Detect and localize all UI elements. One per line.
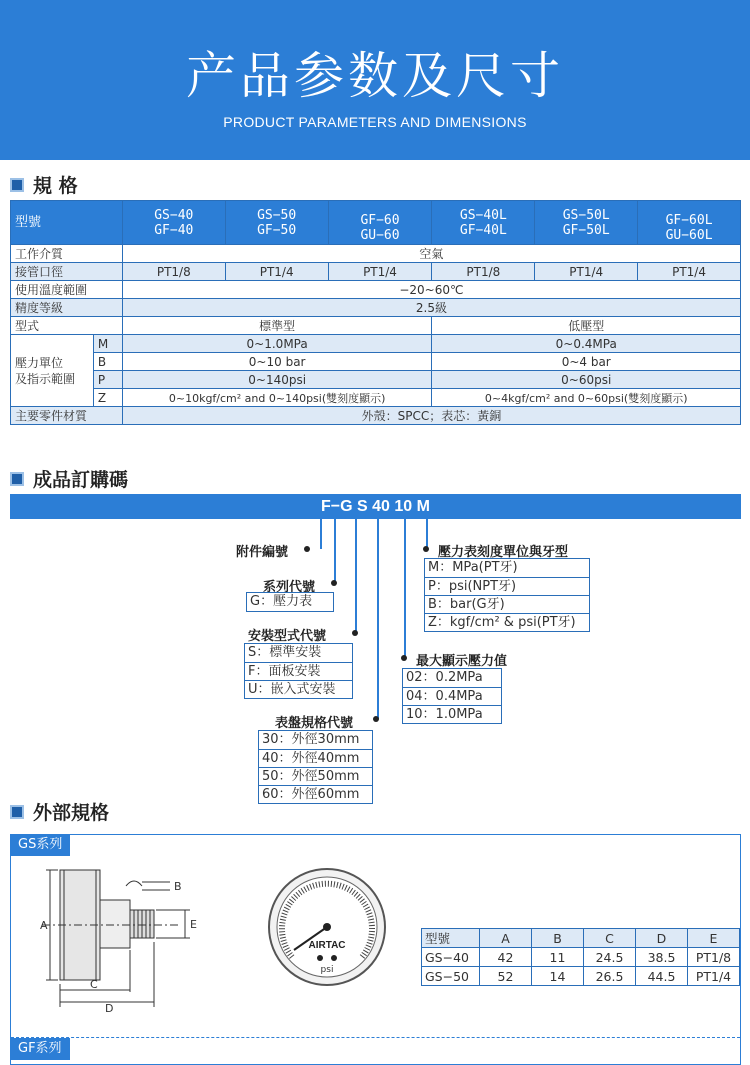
dial-box <box>258 730 373 804</box>
dial-item: 60：外徑60mm <box>259 785 372 803</box>
section-square-icon <box>10 805 24 819</box>
connector-line <box>355 519 357 633</box>
mount-box <box>244 643 353 699</box>
unit-item: Z：kgf/cm² & psi(PT牙) <box>425 613 589 631</box>
unit-item: M：MPa(PT牙) <box>428 560 518 575</box>
connector-line <box>320 519 322 549</box>
medium-row: 工作介質 空氣 <box>11 245 741 263</box>
page-title: 产品参数及尺寸 <box>186 47 564 105</box>
dim-letter-e: E <box>190 918 197 931</box>
max-pressure-item: 04：0.4MPa <box>403 687 501 705</box>
section-external-title: 外部規格 <box>33 802 110 824</box>
accuracy-row: 精度等級 2.5級 <box>11 299 741 317</box>
model-cell: GS−40 GF−40 <box>122 201 225 245</box>
dial-item: 50：外徑50mm <box>259 767 372 785</box>
model-cell: GS−50L GF−50L <box>535 201 638 245</box>
temperature-row: 使用溫度範圍 −20~60℃ <box>11 281 741 299</box>
section-order-title: 成品訂購碼 <box>33 469 129 491</box>
gauge-brand: AIRTAC <box>308 940 346 951</box>
spec-table <box>10 200 741 425</box>
bullet-dot <box>373 716 379 722</box>
model-label: 型號 <box>11 201 123 245</box>
section-square-icon <box>10 178 24 192</box>
accessory-label: 附件編號 <box>236 545 289 560</box>
max-pressure-box <box>402 668 502 724</box>
max-pressure-label: 最大顯示壓力值 <box>416 654 508 669</box>
model-cell: GF−60 GU−60 <box>328 201 432 245</box>
header-banner <box>0 0 750 160</box>
gf-series-tag: GF系列 <box>10 1038 70 1060</box>
mount-item: S：標準安裝 <box>248 645 322 660</box>
gauge-unit: psi <box>320 965 334 975</box>
section-square-icon <box>10 472 24 486</box>
pressure-row: B 0~10 bar 0~4 bar <box>11 353 741 371</box>
bullet-dot <box>423 546 429 552</box>
max-pressure-item: 10：1.0MPa <box>403 705 501 723</box>
dimension-row: GS−50 52 14 26.5 44.5 PT1/4 <box>422 967 740 986</box>
spec-header-row <box>11 201 741 245</box>
unit-item: P：psi(NPT牙) <box>425 577 589 595</box>
pressure-row: Z 0~10kgf/cm² and 0~140psi(雙刻度顯示) 0~4kgf/cm² and 0~60psi(雙刻度顯示) <box>11 389 741 407</box>
connector-line <box>426 519 428 549</box>
series-box <box>246 592 334 612</box>
material-row: 主要零件材質 外殼：SPCC；表芯：黃銅 <box>11 407 741 425</box>
pressure-row: 壓力單位 及指示範圍 M 0~1.0MPa 0~0.4MPa <box>11 335 741 353</box>
section-spec-title: 規 格 <box>33 175 78 197</box>
dimension-table <box>421 928 740 986</box>
dim-letter-d: D <box>105 1002 114 1012</box>
dimension-row: GS−40 42 11 24.5 38.5 PT1/8 <box>422 948 740 967</box>
bullet-dot <box>304 546 310 552</box>
model-cell: GF−60L GU−60L <box>638 201 741 245</box>
side-view-drawing <box>30 862 220 1012</box>
mount-item: F：面板安裝 <box>245 662 352 680</box>
dial-item: 30：外徑30mm <box>262 732 360 747</box>
type-row: 型式 標準型 低壓型 <box>11 317 741 335</box>
model-cell: GS−40L GF−40L <box>432 201 535 245</box>
unit-label: 壓力表刻度單位與牙型 <box>438 545 569 560</box>
panel-divider <box>11 1037 740 1038</box>
series-label: 系列代號 <box>263 580 316 595</box>
connector-line <box>334 519 336 583</box>
connector-line <box>404 519 406 657</box>
connector-line <box>377 519 379 719</box>
max-pressure-item: 02：0.2MPa <box>406 670 483 685</box>
port-row: 接管口徑 PT1/8 PT1/4 PT1/4 PT1/8 PT1/4 PT1/4 <box>11 263 741 281</box>
dim-letter-a: A <box>40 919 48 932</box>
mount-item: U：嵌入式安裝 <box>245 680 352 698</box>
page-subtitle: PRODUCT PARAMETERS AND DIMENSIONS <box>223 114 527 130</box>
dim-letter-b: B <box>174 880 182 893</box>
order-code-bar: F−G S 40 10 M <box>10 494 741 519</box>
dial-item: 40：外徑40mm <box>259 749 372 767</box>
unit-item: B：bar(G牙) <box>425 595 589 613</box>
bullet-dot <box>331 580 337 586</box>
dimension-header-row: 型號 A B C D E <box>422 929 740 948</box>
bullet-dot <box>401 655 407 661</box>
gs-series-tag: GS系列 <box>10 834 70 856</box>
pressure-label: 壓力單位 及指示範圍 <box>11 335 94 407</box>
dial-label: 表盤規格代號 <box>275 716 354 731</box>
model-cell: GS−50 GF−50 <box>225 201 328 245</box>
gauge-front-drawing <box>262 862 392 992</box>
unit-box <box>424 558 590 632</box>
pressure-row: P 0~140psi 0~60psi <box>11 371 741 389</box>
dim-letter-c: C <box>90 978 98 991</box>
section-external-heading <box>10 798 109 825</box>
mount-label: 安裝型式代號 <box>248 629 327 644</box>
section-spec-heading <box>10 171 78 198</box>
series-item: G：壓力表 <box>250 594 313 609</box>
bullet-dot <box>352 630 358 636</box>
section-order-heading <box>10 465 128 492</box>
